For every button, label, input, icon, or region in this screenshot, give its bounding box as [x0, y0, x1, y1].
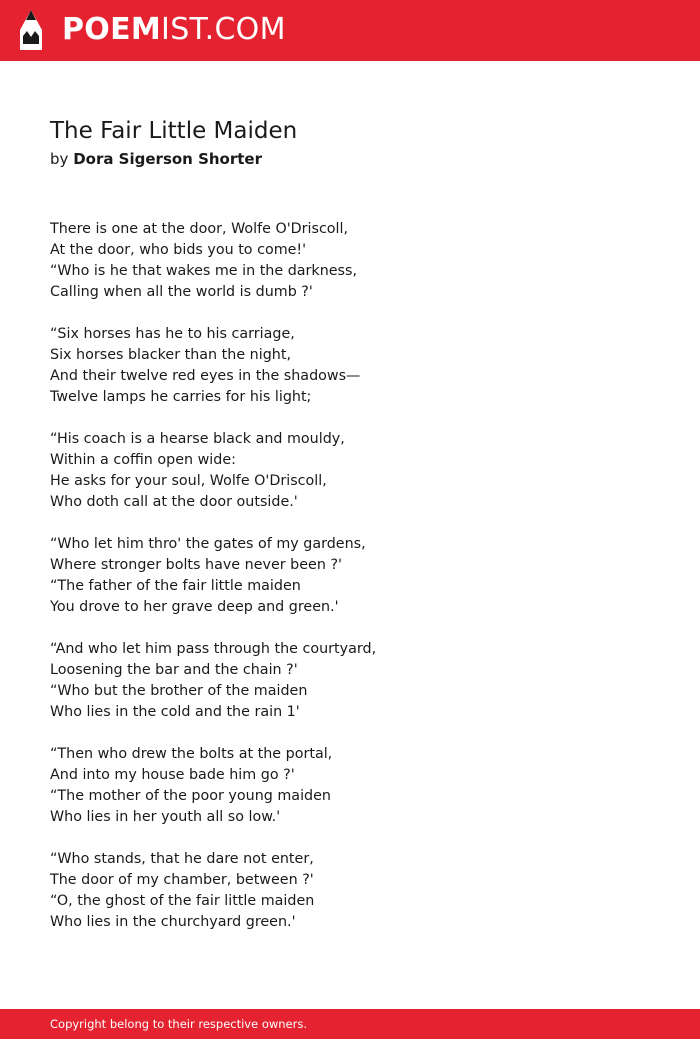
poem-line: “The father of the fair little maiden [50, 578, 301, 594]
poem-byline [50, 149, 262, 169]
poem-line: He asks for your soul, Wolfe O'Driscoll, [50, 473, 327, 489]
poem-line: “Six horses has he to his carriage, [50, 326, 295, 342]
poem-line: “Who is he that wakes me in the darkness, [50, 263, 357, 279]
poem-line: Where stronger bolts have never been ?' [50, 557, 342, 573]
poem-line: Who lies in the cold and the rain 1' [50, 704, 300, 720]
poem-line: And their twelve red eyes in the shadows— [50, 368, 361, 384]
poem-line: Who lies in the churchyard green.' [50, 914, 296, 930]
site-logo[interactable] [62, 13, 286, 47]
poem-stanza [50, 324, 650, 408]
copyright-notice: Copyright belong to their respective owners. [50, 1017, 308, 1031]
poem-stanza [50, 849, 650, 933]
poem-line: Loosening the bar and the chain ?' [50, 662, 298, 678]
poem-stanza [50, 639, 650, 723]
site-header [0, 0, 700, 61]
poem-line: Who doth call at the door outside.' [50, 494, 298, 510]
poem-body [50, 219, 650, 954]
poem-stanza [50, 744, 650, 828]
poem-title: The Fair Little Maiden [50, 118, 298, 144]
poem-line: Twelve lamps he carries for his light; [50, 389, 312, 405]
poem-stanza [50, 429, 650, 513]
site-footer [0, 1009, 700, 1039]
pencil-tip-icon[interactable] [19, 10, 43, 50]
poem-line: “Who but the brother of the maiden [50, 683, 308, 699]
poem-line: “Who let him thro' the gates of my gardens, [50, 536, 366, 552]
poem-line: “And who let him pass through the courtyard, [50, 641, 377, 657]
poem-author: Dora Sigerson Shorter [73, 150, 262, 168]
poem-line: Calling when all the world is dumb ?' [50, 284, 313, 300]
logo-text-light: IST.COM [161, 12, 286, 47]
poem-line: “Who stands, that he dare not enter, [50, 851, 314, 867]
poem-line: The door of my chamber, between ?' [50, 872, 314, 888]
poem-line: You drove to her grave deep and green.' [50, 599, 339, 615]
poem-line: Six horses blacker than the night, [50, 347, 291, 363]
poem-line: “The mother of the poor young maiden [50, 788, 331, 804]
poem-line: Who lies in her youth all so low.' [50, 809, 281, 825]
poem-stanza [50, 219, 650, 303]
byline-prefix: by [50, 150, 69, 168]
poem-line: At the door, who bids you to come!' [50, 242, 307, 258]
poem-line: There is one at the door, Wolfe O'Driscoll, [50, 221, 349, 237]
poem-line: “His coach is a hearse black and mouldy, [50, 431, 345, 447]
poem-line: “Then who drew the bolts at the portal, [50, 746, 333, 762]
poem-line: And into my house bade him go ?' [50, 767, 295, 783]
poem-line: “O, the ghost of the fair little maiden [50, 893, 315, 909]
logo-text-strong: POEM [62, 12, 162, 47]
poem-stanza [50, 534, 650, 618]
poem-line: Within a coffin open wide: [50, 452, 236, 468]
